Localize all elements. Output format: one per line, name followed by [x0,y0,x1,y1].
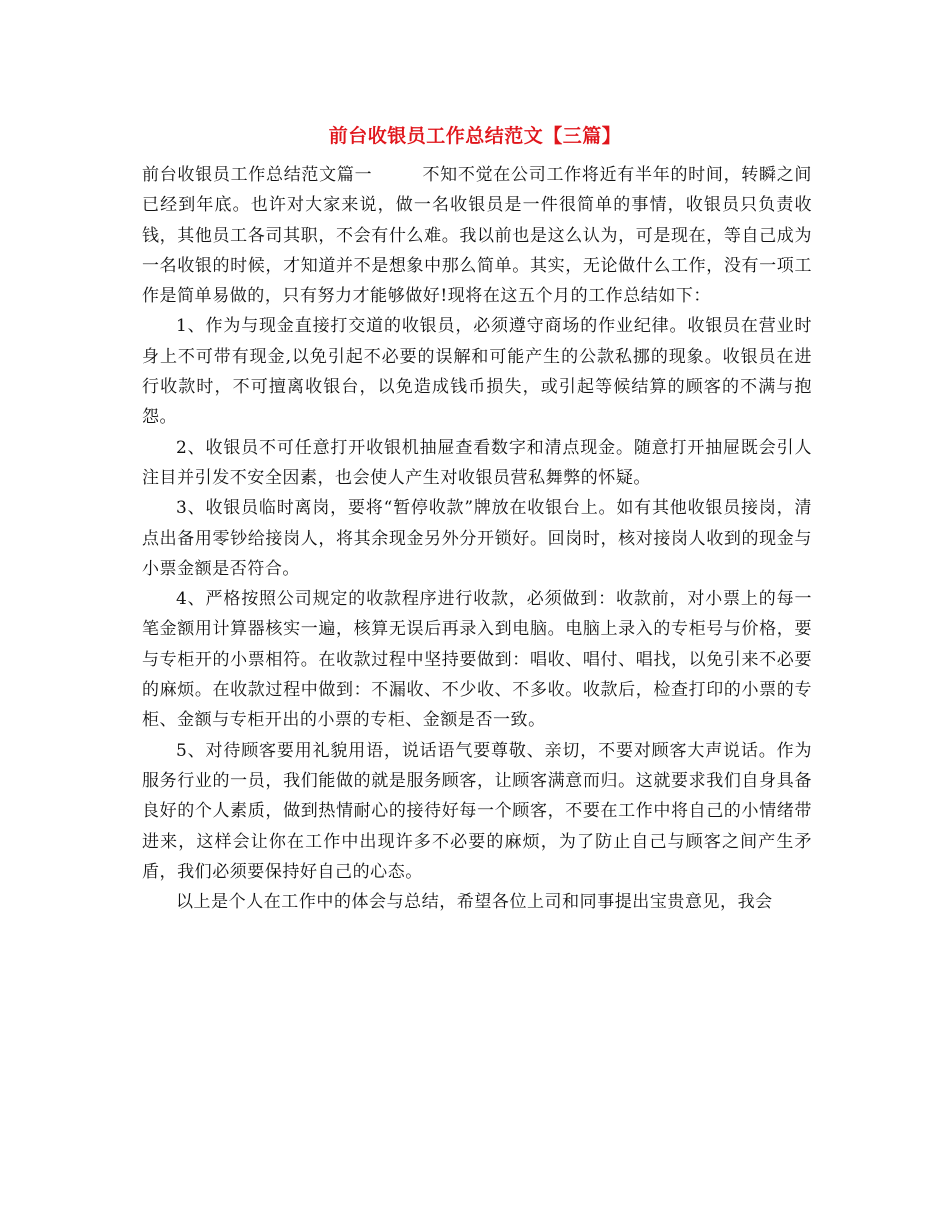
document-title: 前台收银员工作总结范文【三篇】 [328,125,622,147]
paragraph-item-1: 1、作为与现金直接打交道的收银员，必须遵守商场的作业纪律。收银员在营业时身上不可带有现金,以免引起不必要的误解和可能产生的公款私挪的现象。收银员在进行收款时，不可擅离收银台，以免造成钱币损失，或引起等候结算的顾客的不满与抱怨。 [142,316,812,428]
intro-paragraph [142,160,812,311]
intro-heading: 前台收银员工作总结范文篇一 [142,165,373,185]
paragraph-item-2: 2、收银员不可任意打开收银机抽屉查看数字和清点现金。随意打开抽屉既会引人注目并引发不安全因素，也会使人产生对收银员营私舞弊的怀疑。 [142,437,812,488]
paragraph-item-5: 5、对待顾客要用礼貌用语，说话语气要尊敬、亲切，不要对顾客大声说话。作为服务行业的一员，我们能做的就是服务顾客，让顾客满意而归。这就要求我们自身具备良好的个人素质，做到热情耐心的接待好每一个顾客，不要在工作中将自己的小情绪带进来，这样会让你在工作中出现许多不必要的麻烦，为了防止自己与顾客之间产生矛盾，我们必须要保持好自己的心态。 [142,740,812,882]
paragraph-item-3: 3、收银员临时离岗，要将“暂停收款”牌放在收银台上。如有其他收银员接岗，清点出备用零钞给接岗人，将其余现金另外分开锁好。回岗时，核对接岗人收到的现金与小票金额是否符合。 [142,498,812,579]
paragraph-item-4: 4、严格按照公司规定的收款程序进行收款，必须做到：收款前，对小票上的每一笔金额用计算器核实一遍，核算无误后再录入到电脑。电脑上录入的专柜号与价格，要与专柜开的小票相符。在收款过程中坚持要做到：唱收、唱付、唱找，以免引来不必要的麻烦。在收款过程中做到：不漏收、不少收、不多收。收款后，检查打印的小票的专柜、金额与专柜开出的小票的专柜、金额是否一致。 [142,589,812,731]
closing-paragraph: 以上是个人在工作中的体会与总结，希望各位上司和同事提出宝贵意见，我会 [176,892,773,913]
document-body [142,160,812,917]
intro-text: 不知不觉在公司工作将近有半年的时间，转瞬之间已经到年底。也许对大家来说，做一名收银员是一件很简单的事情，收银员只负责收钱，其他员工各司其职，不会有什么难。我以前也是这么认为，可是现在，等自己成为一名收银的时候，才知道并不是想象中那么简单。其实，无论做什么工作，没有一项工作是简单易做的，只有努力才能够做好!现将在这五个月的工作总结如下： [142,165,812,307]
